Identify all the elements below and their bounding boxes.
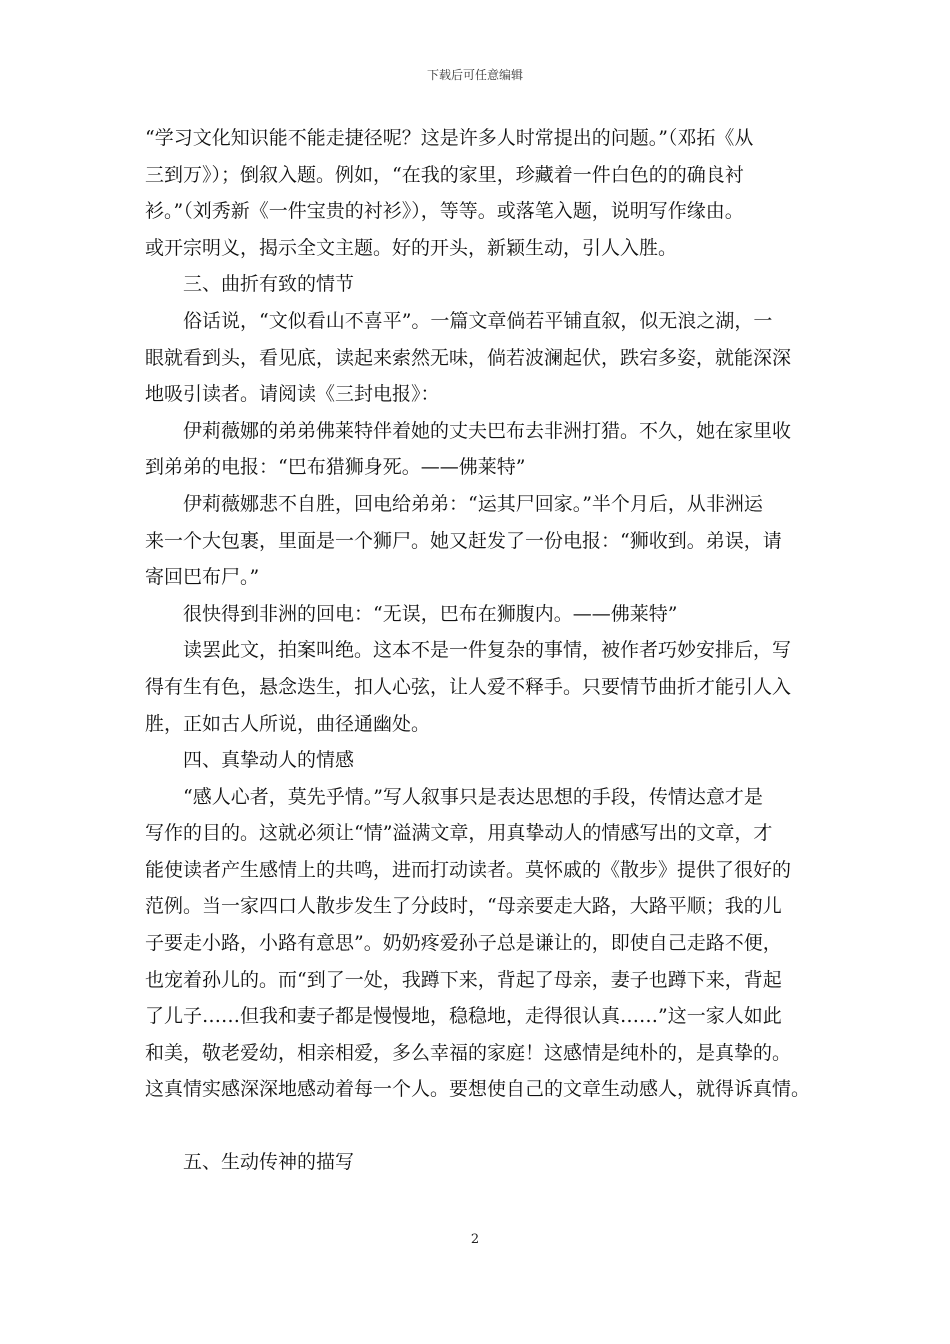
text-line: 伊莉薇娜的弟弟佛莱特伴着她的丈夫巴布去非洲打猎。不久，她在家里收: [183, 419, 792, 442]
paragraph-gap: [145, 1108, 810, 1144]
page-number: 2: [470, 1232, 480, 1247]
text-line: 伊莉薇娜悲不自胜，回电给弟弟：“运其尸回家。”半个月后，从非洲运: [183, 492, 763, 515]
section-heading-3: 三、曲折有致的情节: [183, 273, 355, 296]
text-line: 来一个大包裹，里面是一个狮尸。她又赶发了一份电报：“狮收到。弟误，请: [145, 529, 782, 552]
text-line: “感人心者，莫先乎情。”写人叙事只是表达思想的手段，传情达意才是: [183, 785, 763, 808]
text-line: 寄回巴布尸。”: [145, 566, 260, 589]
text-line: 范例。当一家四口人散步发生了分歧时，“母亲要走大路，大路平顺；我的儿: [145, 895, 782, 918]
text-line: 和美，敬老爱幼，相亲相爱，多么幸福的家庭！这感情是纯朴的，是真挚的。: [145, 1041, 792, 1064]
text-line: 很快得到非洲的回电：“无误，巴布在狮腹内。——佛莱特”: [183, 602, 678, 625]
section-heading-5: 五、生动传神的描写: [183, 1151, 355, 1174]
text-line: 子要走小路，小路有意思”。奶奶疼爱孙子总是谦让的，即使自己走路不便，: [145, 932, 782, 955]
text-line: 了儿子……但我和妻子都是慢慢地，稳稳地，走得很认真……”这一家人如此: [145, 1005, 782, 1028]
text-line: 或开宗明义，揭示全文主题。好的开头，新颖生动，引人入胜。: [145, 236, 678, 259]
page-header: 下载后可任意编辑: [426, 68, 523, 82]
text-line: “学习文化知识能不能走捷径呢？这是许多人时常提出的问题。”（邓拓《从: [145, 127, 754, 149]
text-line: 地吸引读者。请阅读《三封电报》：: [145, 383, 440, 406]
text-line: 衫。”（刘秀新《一件宝贵的衬衫》），等等。或落笔入题，说明写作缘由。: [145, 200, 744, 223]
text-line: 到弟弟的电报：“巴布猎狮身死。——佛莱特”: [145, 456, 526, 479]
text-line: 也宠着孙儿的。而“到了一处，我蹲下来，背起了母亲，妻子也蹲下来，背起: [145, 968, 782, 991]
text-line: 三到万》）；倒叙入题。例如，“在我的家里，珍藏着一件白色的的确良衬: [145, 163, 744, 186]
text-line: 胜，正如古人所说，曲径通幽处。: [145, 712, 431, 735]
text-line: 写作的目的。这就必须让“情”溢满文章，用真挚动人的情感写出的文章，才: [145, 822, 773, 845]
text-line: 眼就看到头，看见底，读起来索然无味，倘若波澜起伏，跌宕多姿，就能深深: [145, 346, 792, 369]
section-heading-4: 四、真挚动人的情感: [183, 749, 355, 772]
text-line: 读罢此文，拍案叫绝。这本不是一件复杂的事情，被作者巧妙安排后，写: [183, 639, 792, 662]
text-line: 得有生有色，悬念迭生，扣人心弦，让人爱不释手。只要情节曲折才能引人入: [145, 675, 792, 698]
text-line: 俗话说，“文似看山不喜平”。一篇文章倘若平铺直叙，似无浪之湖，一: [183, 309, 773, 332]
text-line: 这真情实感深深地感动着每一个人。要想使自己的文章生动感人，就得诉真情。: [145, 1078, 811, 1101]
text-line: 能使读者产生感情上的共鸣，进而打动读者。莫怀戚的《散步》提供了很好的: [145, 858, 792, 881]
body-text: [145, 120, 810, 1181]
